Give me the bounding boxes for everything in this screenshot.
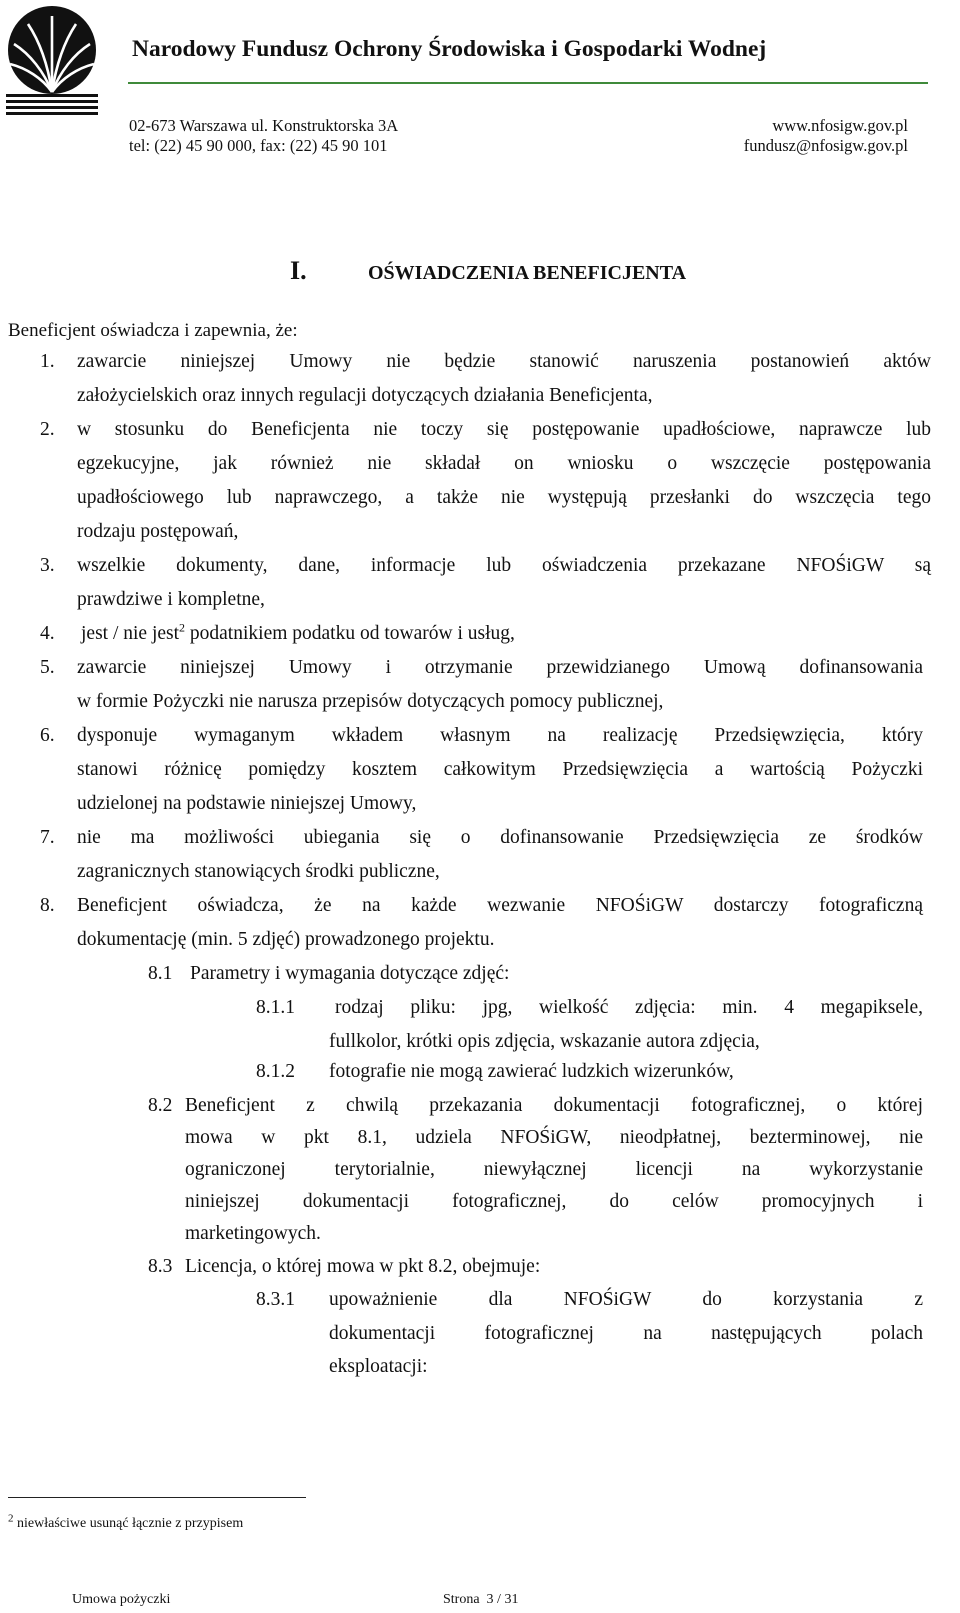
item-line: Beneficjent oświadcza, że na każde wezwanie NFOŚiGW dostarczy fotograficzną — [77, 895, 923, 916]
page-number: Strona 3 / 31 — [443, 1592, 519, 1607]
item-line: wszelkie dokumenty, dane, informacje lub oświadczenia przekazane NFOŚiGW są — [77, 555, 931, 576]
footnote-rule — [8, 1497, 306, 1498]
header-rule — [128, 82, 928, 84]
item-4-text — [81, 617, 515, 651]
subitem-line: rodzaj pliku: jpg, wielkość zdjęcia: min. 4 megapiksele, — [335, 997, 923, 1018]
subitem-line: fullkolor, krótki opis zdjęcia, wskazanie autora zdjęcia, — [329, 1031, 760, 1052]
footer-doc-title: Umowa pożyczki — [72, 1592, 171, 1607]
footnote-text: niewłaściwe usunąć łącznie z przypisem — [13, 1516, 244, 1531]
item-number: 4. — [40, 623, 55, 644]
item-line: w formie Pożyczki nie narusza przepisów dotyczących pomocy publicznej, — [77, 691, 664, 712]
subitem-text: fotografie nie mogą zawierać ludzkich wizerunków, — [329, 1061, 734, 1082]
item-number: 1. — [40, 351, 55, 372]
item-line: stanowi różnicę pomiędzy kosztem całkowitym Przedsięwzięcia a wartością Pożyczki — [77, 759, 923, 780]
item-4-part: podatnikiem podatku od towarów i usług, — [185, 623, 515, 644]
item-line: dokumentację (min. 5 zdjęć) prowadzonego projektu. — [77, 929, 495, 950]
footnote — [8, 1512, 244, 1532]
subitem-line: mowa w pkt 8.1, udziela NFOŚiGW, nieodpłatnej, bezterminowej, nie — [185, 1127, 923, 1148]
item-number: 6. — [40, 725, 55, 746]
subitem-line: dokumentacji fotograficznej na następujących polach — [329, 1323, 923, 1344]
subitem-line: upoważnienie dla NFOŚiGW do korzystania z — [329, 1289, 923, 1310]
subitem-text: Parametry i wymagania dotyczące zdjęć: — [190, 963, 510, 984]
email-link[interactable]: fundusz@nfosigw.gov.pl — [743, 136, 908, 155]
item-number: 2. — [40, 419, 55, 440]
item-line: nie ma możliwości ubiegania się o dofinansowanie Przedsięwzięcia ze środków — [77, 827, 923, 848]
subitem-line: niniejszej dokumentacji fotograficznej, do celów promocyjnych i — [185, 1191, 923, 1212]
subitem-number: 8.2 — [148, 1095, 173, 1116]
website-link[interactable]: www.nfosigw.gov.pl — [772, 116, 908, 135]
address-line-2: tel: (22) 45 90 000, fax: (22) 45 90 101 — [129, 136, 388, 155]
item-line: rodzaju postępowań, — [77, 521, 239, 542]
subitem-line: marketingowych. — [185, 1223, 321, 1244]
item-number: 8. — [40, 895, 55, 916]
intro-text: Beneficjent oświadcza i zapewnia, że: — [8, 320, 298, 341]
item-line: zawarcie niniejszej Umowy i otrzymanie przewidzianego Umową dofinansowania — [77, 657, 923, 678]
subitem-number: 8.3 — [148, 1256, 173, 1277]
item-line: udzielonej na podstawie niniejszej Umowy, — [77, 793, 417, 814]
item-line: egzekucyjne, jak również nie składał on wniosku o wszczęcie postępowania — [77, 453, 931, 474]
org-name: Narodowy Fundusz Ochrony Środowiska i Gospodarki Wodnej — [132, 36, 767, 62]
item-line: prawdziwe i kompletne, — [77, 589, 265, 610]
subitem-number: 8.3.1 — [256, 1289, 295, 1310]
item-number: 3. — [40, 555, 55, 576]
item-line: zagranicznych stanowiących środki publiczne, — [77, 861, 440, 882]
item-line: w stosunku do Beneficjenta nie toczy się postępowanie upadłościowe, naprawcze lub — [77, 419, 931, 440]
subitem-number: 8.1.2 — [256, 1061, 295, 1082]
section-title: OŚWIADCZENIA BENEFICJENTA — [368, 262, 687, 284]
subitem-number: 8.1.1 — [256, 997, 295, 1018]
footnote-mark: 2 — [8, 1512, 14, 1525]
item-line: założycielskich oraz innych regulacji dotyczących działania Beneficjenta, — [77, 385, 653, 406]
item-line: zawarcie niniejszej Umowy nie będzie stanowić naruszenia postanowień aktów — [77, 351, 931, 372]
item-number: 7. — [40, 827, 55, 848]
item-line: dysponuje wymaganym wkładem własnym na realizację Przedsięwzięcia, który — [77, 725, 923, 746]
section-number: I. — [290, 256, 307, 285]
subitem-text: Licencja, o której mowa w pkt 8.2, obejmuje: — [185, 1256, 541, 1277]
footnote-ref[interactable]: 2 — [179, 620, 186, 635]
item-line: upadłościowego lub naprawczego, a także nie występują przesłanki do wszczęcia tego — [77, 487, 931, 508]
subitem-number: 8.1 — [148, 963, 173, 984]
item-4-part: jest / nie jest — [81, 623, 180, 644]
item-number: 5. — [40, 657, 55, 678]
address-line-1: 02-673 Warszawa ul. Konstruktorska 3A — [129, 116, 399, 135]
subitem-line: Beneficjent z chwilą przekazania dokumentacji fotograficznej, o której — [185, 1095, 923, 1116]
subitem-line: eksploatacji: — [329, 1356, 428, 1377]
nfosigw-logo — [4, 6, 100, 118]
subitem-line: ograniczonej terytorialnie, niewyłącznej licencji na wykorzystanie — [185, 1159, 923, 1180]
